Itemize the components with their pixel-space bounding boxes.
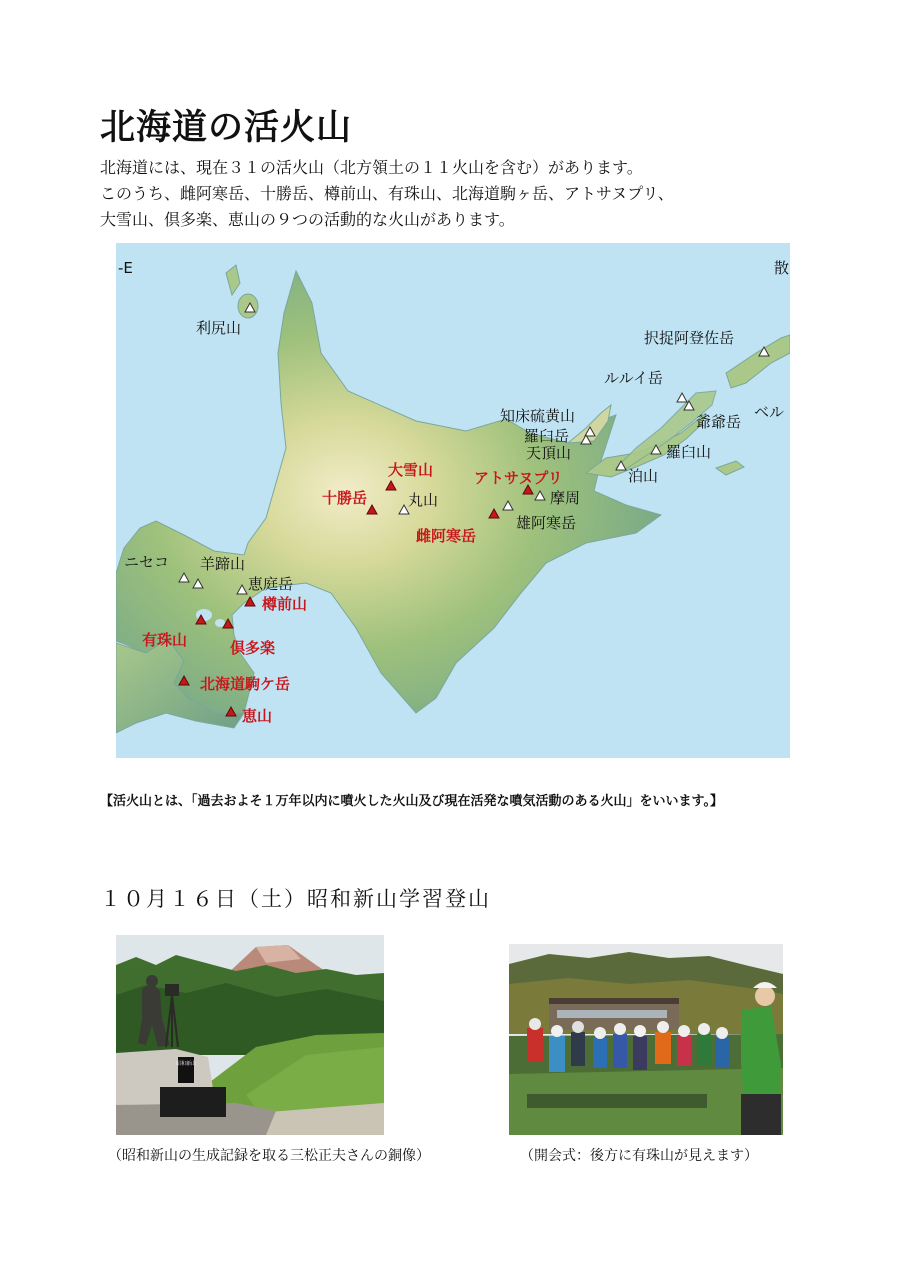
hokkaido-volcano-map [116,243,790,758]
map-corner-label: 散 [774,259,790,277]
statue-photo [116,935,384,1135]
intro-text [100,155,820,233]
label-yoteizan: 羊蹄山 [200,555,246,573]
label-hokkaido-komagatake: 北海道駒ケ岳 [200,675,291,693]
label-taisetsuzan: 大雪山 [388,461,434,479]
label-maruyama: 丸山 [408,491,439,509]
label-meakandake: 雌阿寒岳 [416,527,477,545]
label-tenchozan: 天頂山 [526,444,572,462]
page-title: 北海道の活火山 [100,108,353,148]
opening-ceremony-photo [509,944,783,1135]
statue-sign-text: 昭和新山 [175,1061,197,1067]
label-usuzan: 有珠山 [142,631,188,649]
intro-line: 大雪山、倶多楽、恵山の９つの活動的な火山があります。 [100,210,515,229]
label-mashu: 摩周 [550,489,581,507]
intro-line: 北海道には、現在３１の活火山（北方領土の１１火山を含む）があります。 [100,158,643,177]
label-rausuyama: 羅臼山 [666,443,712,461]
label-chachadake: 爺爺岳 [696,413,742,431]
map-corner-label: -E [118,259,133,277]
label-rausudake: 羅臼岳 [524,427,570,445]
intro-line: このうち、雌阿寒岳、十勝岳、樽前山、有珠山、北海道駒ヶ岳、アトサヌプリ、 [100,184,674,203]
ceremony-photo-caption: （開会式：後方に有珠山が見えます） [520,1148,758,1164]
label-rishirizan: 利尻山 [196,319,242,337]
active-volcano-definition: 【活火山とは、「過去およそ１万年以内に噴火した火山及び現在活発な噴気活動のある火山」をいいます。】 [100,794,723,809]
label-kuttara: 倶多楽 [230,639,276,657]
statue-photo-caption: （昭和新山の生成記録を取る三松正夫さんの銅像） [108,1148,430,1164]
label-etorofu-atosa: 択捉阿登佐岳 [644,329,735,347]
label-eniwadake: 恵庭岳 [248,575,294,593]
label-beru: ベル [754,403,785,421]
label-shiretoko-iozan: 知床硫黄山 [500,407,576,425]
label-esan: 恵山 [242,707,273,725]
label-niseko: ニセコ [124,553,170,571]
label-tarumaesan: 樽前山 [262,595,308,613]
label-rurui: ルルイ岳 [604,369,663,387]
label-atosanupuri: アトサヌプリ [474,469,563,487]
label-tomariyama: 泊山 [628,467,659,485]
event-heading: １０月１６日（土）昭和新山学習登山 [100,887,491,911]
label-oakandake: 雄阿寒岳 [516,514,577,532]
label-tokachidake: 十勝岳 [322,489,368,507]
